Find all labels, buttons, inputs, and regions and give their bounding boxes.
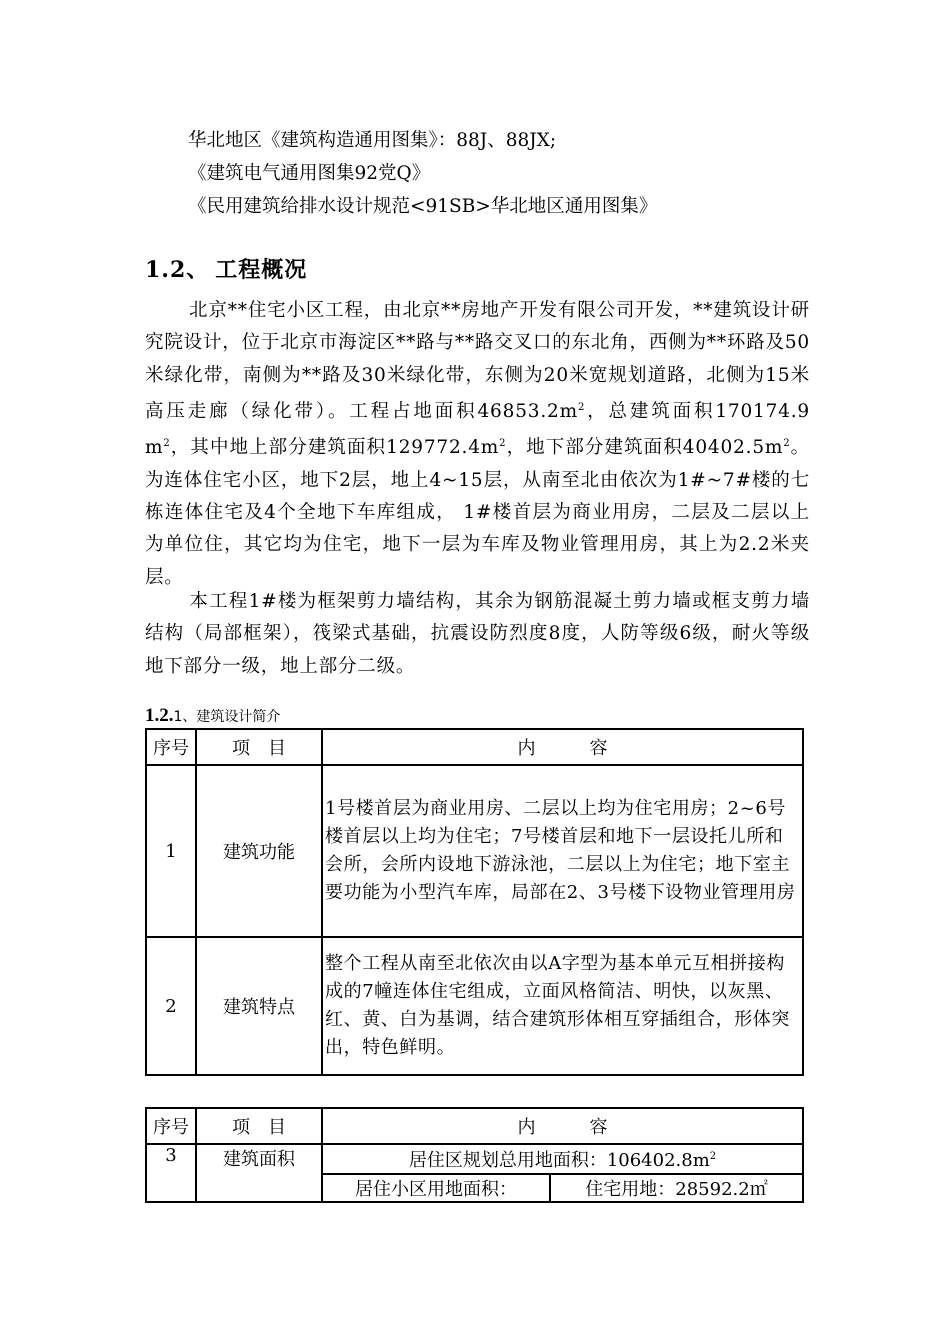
section-heading: [145, 253, 307, 284]
section-number: 1.2、: [145, 257, 210, 283]
header-content: 内 容: [322, 729, 803, 765]
reference-line-1: 华北地区《建筑构造通用图集》：88J、88JX;: [188, 130, 557, 151]
housing-land-area: 住宅用地：28592.2㎡: [550, 1174, 803, 1202]
row-item: 建筑特点: [196, 937, 322, 1075]
total-land-area: 居住区规划总用地面积：$106402.8m^2$: [322, 1144, 803, 1174]
caption-text: 1、建筑设计简介: [173, 709, 281, 725]
header-no: 序号: [146, 729, 196, 765]
row-no: 3: [146, 1144, 196, 1202]
residential-land-area: 居住小区用地面积：: [322, 1174, 550, 1202]
row-content: 整个工程从南至北依次由以A字型为基本单元互相拼接构成的7幢连体住宅组成，立面风格简洁、明快，以灰黑、红、黄、白为基调，结合建筑形体相互穿插组合，形体突出，特色鲜明。: [322, 937, 803, 1075]
row-no: 2: [146, 937, 196, 1075]
table-caption: [145, 705, 280, 727]
row-item: 建筑面积: [196, 1144, 322, 1202]
section-title: 工程概况: [215, 257, 308, 283]
header-item: 项 目: [196, 729, 322, 765]
reference-line-2: 《建筑电气通用图集92党Q》: [188, 163, 431, 184]
structure-paragraph: 本工程1#楼为框架剪力墙结构，其余为钢筋混凝土剪力墙或框支剪力墙结构（局部框架），筏梁式基础，抗震设防烈度8度，人防等级6级，耐火等级地下部分一级，地上部分二级。: [145, 591, 810, 677]
overview-paragraph: 北京**住宅小区工程，由北京**房地产开发有限公司开发，**建筑设计研究院设计，位于北京市海淀区**路与**路交叉口的东北角，西侧为**环路及50米绿化带，南侧为**路及30米绿化带，东侧为20米宽规划道路，北侧为15米高压走廊（绿化带）。工程占地面积$46853.2m^2$，总建筑面积170174.9 $m^2$，其中地上部分建筑面积$129772.4m^2$，地下部分建筑面积$40402.5m^2$。为连体住宅小区，地下2层，地上4~15层，从南至北由依次为1#~7#楼的七栋连体住宅及4个全地下车库组成， 1#楼首层为商业用房，二层及二层以上为单位住，其它均为住宅，地下一层为车库及物业管理用房，其上为2.2米夹层。: [145, 300, 810, 588]
architecture-summary-table: [145, 728, 804, 1076]
building-area-table: [145, 1107, 804, 1203]
table-row: [146, 937, 803, 1075]
header-content: 内 容: [322, 1108, 803, 1144]
row-no: 1: [146, 765, 196, 937]
table-header-row: [146, 729, 803, 765]
table-row: [146, 765, 803, 937]
table-header-row: [146, 1108, 803, 1144]
row-content: 1号楼首层为商业用房、二层以上均为住宅用房；2~6号楼首层以上均为住宅；7号楼首层和地下一层设托儿所和会所，会所内设地下游泳池，二层以上为住宅；地下室主要功能为小型汽车库，局部在2、3号楼下设物业管理用房: [322, 765, 803, 937]
table-row: [146, 1144, 803, 1174]
caption-number: 1.2.: [145, 705, 174, 726]
header-item: 项 目: [196, 1108, 322, 1144]
reference-line-3: 《民用建筑给排水设计规范<91SB>华北地区通用图集》: [188, 196, 658, 217]
row-item: 建筑功能: [196, 765, 322, 937]
header-no: 序号: [146, 1108, 196, 1144]
